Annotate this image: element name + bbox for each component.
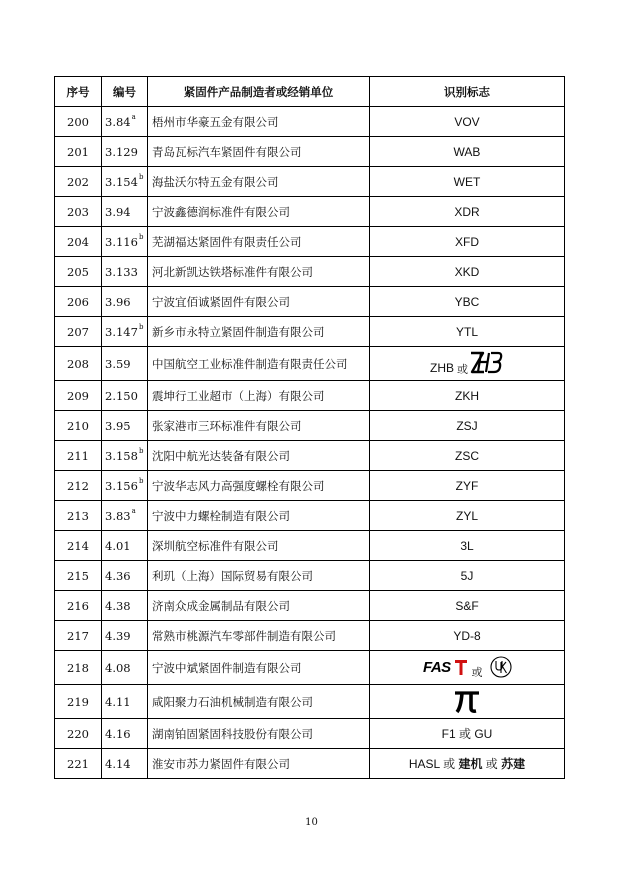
cell-no: 202 (55, 167, 102, 197)
cell-no: 221 (55, 749, 102, 779)
cell-code (102, 257, 148, 287)
code-value: 3.59 (105, 356, 131, 371)
cell-no: 209 (55, 381, 102, 411)
code-footnote-mark: b (138, 476, 144, 485)
zk-circle-logo-icon (489, 655, 513, 679)
cell-company: 河北新凯达铁塔标准件有限公司 (148, 257, 370, 287)
cell-code (102, 561, 148, 591)
code-value: 3.84 (105, 114, 131, 129)
cell-no: 200 (55, 107, 102, 137)
cell-code (102, 471, 148, 501)
code-value: 3.94 (105, 204, 131, 219)
table-row (55, 197, 565, 227)
cell-company: 张家港市三环标准件有限公司 (148, 411, 370, 441)
cell-no: 210 (55, 411, 102, 441)
cell-mark (370, 749, 565, 779)
cell-mark: WET (370, 167, 565, 197)
header-no: 序号 (55, 77, 102, 107)
cell-mark: ZYF (370, 471, 565, 501)
cell-company: 青岛瓦标汽车紧固件有限公司 (148, 137, 370, 167)
cell-mark: S&F (370, 591, 565, 621)
table-row (55, 561, 565, 591)
mark-text: HASL 或 (408, 757, 459, 771)
cell-mark: XFD (370, 227, 565, 257)
fast-logo-icon (422, 656, 470, 678)
cell-company: 宁波宜佰诚紧固件有限公司 (148, 287, 370, 317)
cell-code (102, 651, 148, 685)
cell-code (102, 317, 148, 347)
code-footnote-mark: a (131, 112, 136, 121)
cell-company: 宁波鑫德润标准件有限公司 (148, 197, 370, 227)
mark-or: 或 (457, 362, 468, 376)
cell-no: 201 (55, 137, 102, 167)
cell-no: 205 (55, 257, 102, 287)
cell-mark: WAB (370, 137, 565, 167)
code-value: 4.39 (105, 628, 131, 643)
table-row (55, 441, 565, 471)
cell-no: 207 (55, 317, 102, 347)
code-value: 4.36 (105, 568, 131, 583)
cell-mark: VOV (370, 107, 565, 137)
code-value: 2.150 (105, 388, 138, 403)
code-footnote-mark: a (131, 506, 136, 515)
table-row (55, 501, 565, 531)
code-value: 3.133 (105, 264, 138, 279)
table-row (55, 621, 565, 651)
table-row (55, 411, 565, 441)
cell-no: 219 (55, 685, 102, 719)
code-value: 3.95 (105, 418, 131, 433)
cell-no: 216 (55, 591, 102, 621)
table-row (55, 137, 565, 167)
cell-company: 沈阳中航光达装备有限公司 (148, 441, 370, 471)
table-row (55, 381, 565, 411)
code-footnote-mark: b (138, 232, 144, 241)
cell-mark: 5J (370, 561, 565, 591)
cell-company: 震坤行工业超市（上海）有限公司 (148, 381, 370, 411)
cell-code (102, 197, 148, 227)
cell-mark (370, 651, 565, 685)
table-row (55, 749, 565, 779)
table-row (55, 257, 565, 287)
cell-code (102, 685, 148, 719)
table-row (55, 591, 565, 621)
mark-or: 或 (482, 757, 502, 771)
cell-company: 宁波中力螺栓制造有限公司 (148, 501, 370, 531)
code-value: 4.08 (105, 660, 131, 675)
svg-text:FAS: FAS (422, 658, 451, 676)
table-row (55, 167, 565, 197)
table-row (55, 317, 565, 347)
table-row (55, 685, 565, 719)
code-value: 3.158 (105, 448, 138, 463)
page-number: 10 (305, 817, 318, 828)
cell-no: 211 (55, 441, 102, 471)
cell-code (102, 287, 148, 317)
cell-company: 咸阳聚力石油机械制造有限公司 (148, 685, 370, 719)
table-row (55, 719, 565, 749)
cell-code (102, 137, 148, 167)
table-row (55, 531, 565, 561)
cell-code (102, 591, 148, 621)
cell-company: 新乡市永特立紧固件制造有限公司 (148, 317, 370, 347)
cell-mark: YD-8 (370, 621, 565, 651)
code-footnote-mark: b (138, 172, 144, 181)
table-row (55, 651, 565, 685)
code-value: 4.16 (105, 726, 131, 741)
cell-mark: F1 或 GU (370, 719, 565, 749)
cell-mark: XKD (370, 257, 565, 287)
cell-no: 220 (55, 719, 102, 749)
cell-no: 208 (55, 347, 102, 381)
cell-code (102, 719, 148, 749)
cell-no: 213 (55, 501, 102, 531)
table-row (55, 227, 565, 257)
code-value: 4.38 (105, 598, 131, 613)
cell-code (102, 107, 148, 137)
cell-code (102, 381, 148, 411)
cell-code (102, 347, 148, 381)
cell-company: 梧州市华豪五金有限公司 (148, 107, 370, 137)
cell-company: 中国航空工业标准件制造有限责任公司 (148, 347, 370, 381)
code-value: 3.156 (105, 478, 138, 493)
cell-company: 宁波中斌紧固件制造有限公司 (148, 651, 370, 685)
cell-no: 217 (55, 621, 102, 651)
code-value: 4.11 (105, 694, 131, 709)
cell-mark (370, 685, 565, 719)
cell-mark: YBC (370, 287, 565, 317)
header-mark: 识别标志 (370, 77, 565, 107)
cell-code (102, 501, 148, 531)
code-footnote-mark: b (138, 322, 144, 331)
cell-code (102, 531, 148, 561)
code-value: 4.14 (105, 756, 131, 771)
cell-no: 212 (55, 471, 102, 501)
cell-company: 宁波华志风力高强度螺栓有限公司 (148, 471, 370, 501)
cell-mark: 3L (370, 531, 565, 561)
code-value: 4.01 (105, 538, 131, 553)
cell-no: 218 (55, 651, 102, 685)
cell-no: 203 (55, 197, 102, 227)
cell-company: 芜湖福达紧固件有限责任公司 (148, 227, 370, 257)
cell-company: 海盐沃尔特五金有限公司 (148, 167, 370, 197)
cell-company: 利玑（上海）国际贸易有限公司 (148, 561, 370, 591)
code-value: 3.83 (105, 508, 131, 523)
code-footnote-mark: b (138, 446, 144, 455)
table-header-row (55, 77, 565, 107)
cell-company: 湖南铂固紧固科技股份有限公司 (148, 719, 370, 749)
table-row (55, 347, 565, 381)
cell-company: 济南众成金属制品有限公司 (148, 591, 370, 621)
code-value: 3.147 (105, 324, 138, 339)
cell-company: 深圳航空标准件有限公司 (148, 531, 370, 561)
table-row (55, 107, 565, 137)
cell-code (102, 227, 148, 257)
table-row (55, 471, 565, 501)
cell-mark: YTL (370, 317, 565, 347)
cell-no: 214 (55, 531, 102, 561)
cell-code (102, 167, 148, 197)
cell-no: 204 (55, 227, 102, 257)
cell-mark: ZKH (370, 381, 565, 411)
cell-company: 淮安市苏力紧固件有限公司 (148, 749, 370, 779)
cell-mark: XDR (370, 197, 565, 227)
cell-no: 215 (55, 561, 102, 591)
header-code: 编号 (102, 77, 148, 107)
code-value: 3.129 (105, 144, 138, 159)
code-value: 3.154 (105, 174, 138, 189)
cell-code (102, 749, 148, 779)
cell-mark (370, 347, 565, 381)
code-value: 3.116 (105, 234, 138, 249)
code-value: 3.96 (105, 294, 131, 309)
cell-code (102, 411, 148, 441)
header-company: 紧固件产品制造者或经销单位 (148, 77, 370, 107)
table-row (55, 287, 565, 317)
fastener-mark-table (54, 76, 565, 779)
cell-no: 206 (55, 287, 102, 317)
pi-logo-icon (452, 689, 482, 715)
mark-or: 或 (471, 666, 483, 680)
cell-company: 常熟市桃源汽车零部件制造有限公司 (148, 621, 370, 651)
zhb-logo-icon (468, 350, 504, 376)
cell-mark: ZSJ (370, 411, 565, 441)
cell-mark: ZSC (370, 441, 565, 471)
mark-bold-1: 建机 (458, 757, 483, 771)
cell-code (102, 621, 148, 651)
mark-bold-2: 苏建 (501, 757, 526, 771)
cell-mark: ZYL (370, 501, 565, 531)
mark-text: ZHB (430, 361, 454, 376)
cell-code (102, 441, 148, 471)
